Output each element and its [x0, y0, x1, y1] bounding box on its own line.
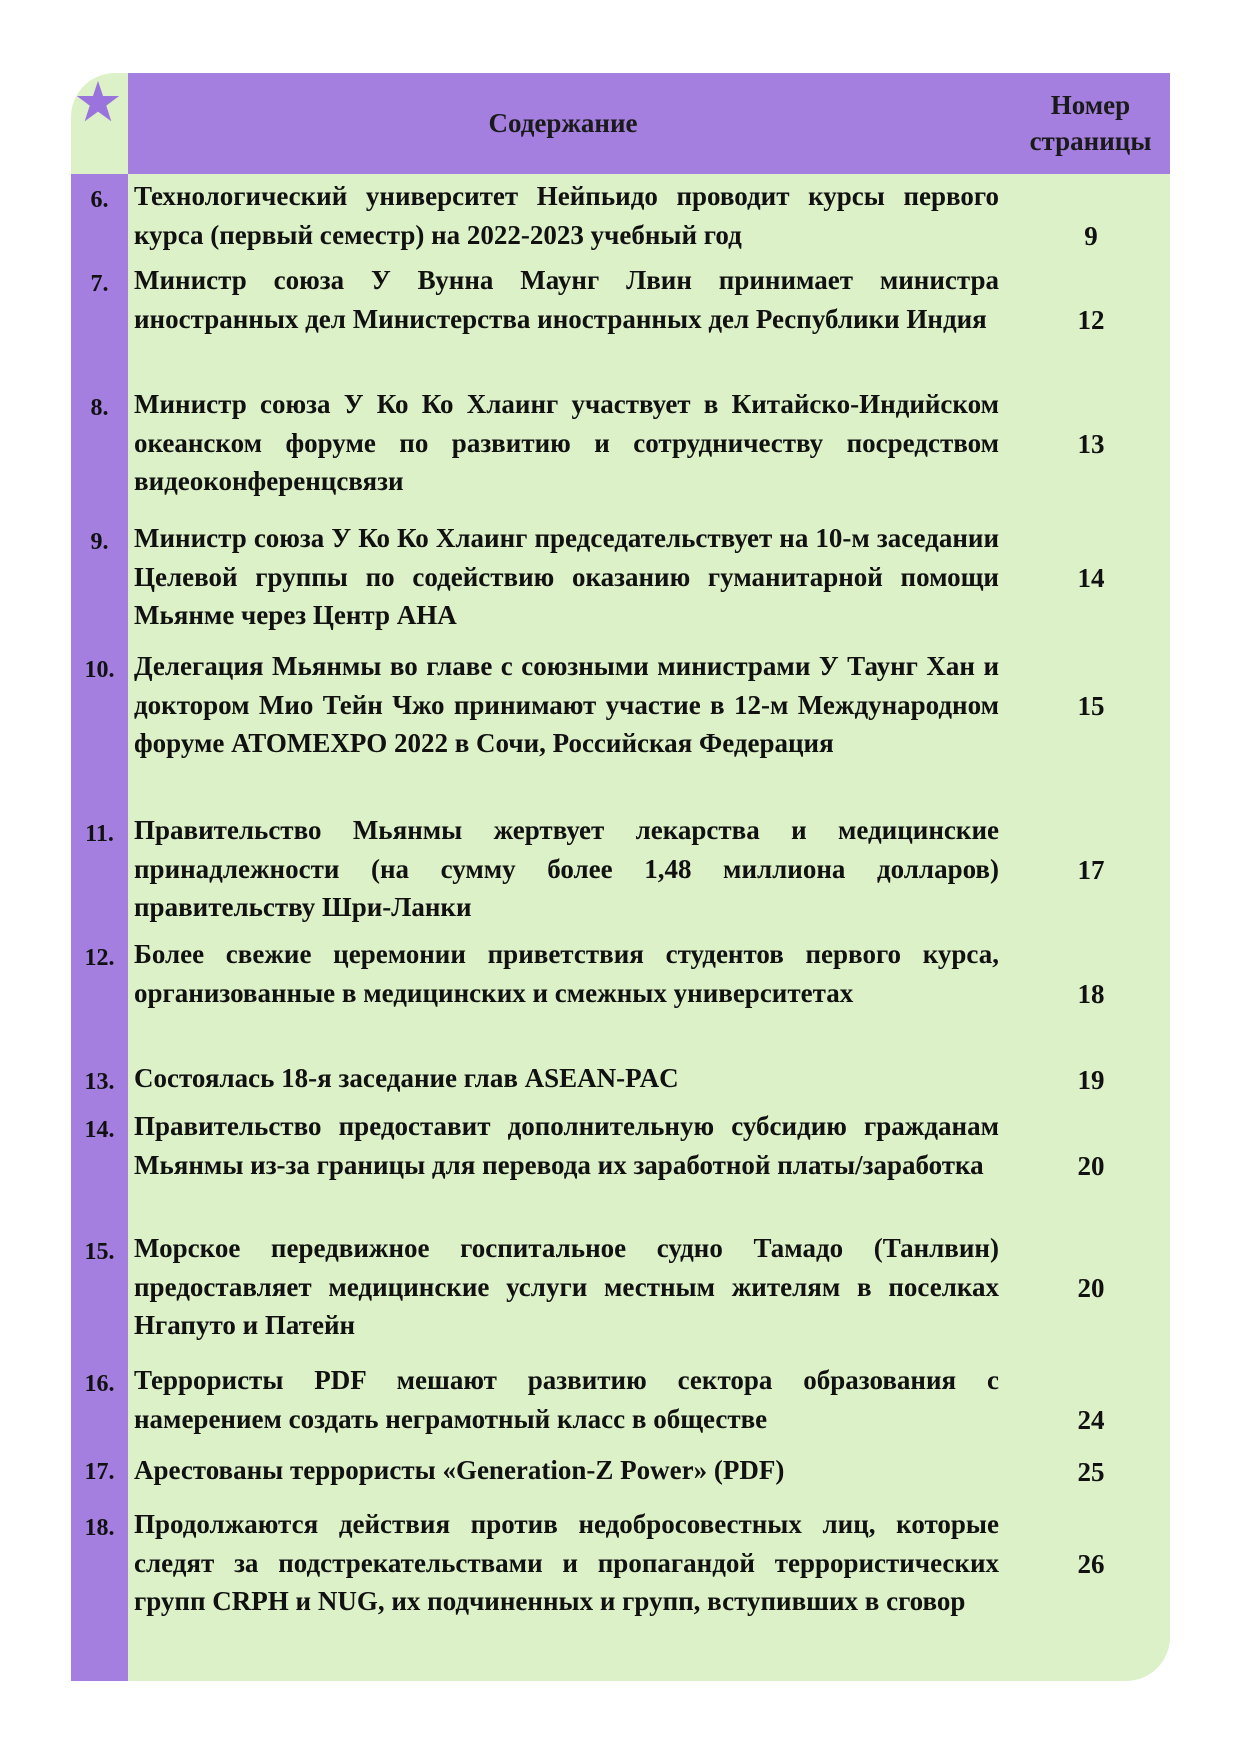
toc-entry-18	[71, 1505, 1170, 1661]
entry-title: Арестованы террористы «Generation-Z Power» (PDF)	[134, 1455, 785, 1485]
entry-number: 14.	[84, 1117, 115, 1143]
entry-page-number: 26	[1077, 1549, 1105, 1579]
entry-page-number: 20	[1077, 1273, 1105, 1303]
entry-page-number: 24	[1077, 1405, 1105, 1435]
toc-entry-13	[71, 1059, 1170, 1103]
entry-number: 18.	[84, 1515, 115, 1541]
entry-page-number: 25	[1077, 1457, 1105, 1487]
toc-entry-16	[71, 1361, 1170, 1441]
entry-number: 10.	[84, 657, 115, 683]
contents-heading: Содержание	[488, 108, 638, 138]
toc-entry-17	[71, 1451, 1170, 1495]
entry-title: Министр союза У Ко Ко Хлаинг участвует в Китайско-Индийском океанском форуме по развитию и сотрудничеству посредством видеоконференцсвязи	[134, 389, 999, 496]
toc-entry-11	[71, 811, 1170, 929]
entry-page-number: 15	[1077, 691, 1105, 721]
toc-entry-7	[71, 261, 1170, 379]
entry-title: Морское передвижное госпитальное судно Тамадо (Танлвин) предоставляет медицинские услуги местным жителям в поселках Нгапуто и Патейн	[134, 1233, 999, 1340]
entry-title: Правительство Мьянмы жертвует лекарства и медицинские принадлежности (на сумму более 1,48 миллиона долларов) правительству Шри-Ланки	[134, 815, 999, 922]
entry-page-number: 12	[1077, 305, 1105, 335]
star-icon	[75, 79, 121, 125]
entry-page-number: 17	[1077, 855, 1105, 885]
toc-entry-10	[71, 647, 1170, 803]
entry-title: Министр союза У Вунна Маунг Лвин принимает министра иностранных дел Министерства иностранных дел Республики Индия	[134, 265, 999, 334]
toc-entry-8	[71, 385, 1170, 503]
entry-page-number: 18	[1077, 979, 1105, 1009]
entry-title: Технологический университет Нейпьидо проводит курсы первого курса (первый семестр) на 2022-2023 учебный год	[134, 181, 999, 250]
entry-number: 16.	[84, 1371, 115, 1397]
entry-title: Министр союза У Ко Ко Хлаинг председательствует на 10-м заседании Целевой группы по содействию оказанию гуманитарной помощи Мьянме через Центр AHA	[134, 523, 999, 630]
entry-page-number: 9	[1084, 221, 1098, 251]
toc-entry-12	[71, 935, 1170, 1053]
entry-number: 17.	[84, 1459, 115, 1485]
toc-entry-15	[71, 1229, 1170, 1347]
entry-page-number: 19	[1077, 1065, 1105, 1095]
entry-number: 8.	[90, 395, 109, 421]
page-number-heading	[1011, 87, 1170, 159]
entry-number: 6.	[90, 187, 109, 213]
entry-title: Более свежие церемонии приветствия студентов первого курса, организованные в медицинских и смежных университетах	[134, 939, 999, 1008]
entry-title: Террористы PDF мешают развитию сектора образования с намерением создать неграмотный класс в обществе	[134, 1365, 999, 1434]
entry-page-number: 13	[1077, 429, 1105, 459]
entry-page-number: 14	[1077, 563, 1105, 593]
entry-title: Продолжаются действия против недобросовестных лиц, которые следят за подстрекательствами и пропагандой террористических групп CRPH и NUG, их подчиненных и групп, вступивших в сговор	[134, 1509, 999, 1616]
toc-entry-6	[71, 177, 1170, 257]
entry-number: 15.	[84, 1239, 115, 1265]
page-number-heading-line1: Номер	[1050, 90, 1131, 120]
entry-number: 13.	[84, 1069, 115, 1095]
toc-entry-9	[71, 519, 1170, 637]
entry-page-number: 20	[1077, 1151, 1105, 1181]
entry-number: 12.	[84, 945, 115, 971]
entry-title: Делегация Мьянмы во главе с союзными министрами У Таунг Хан и доктором Мио Тейн Чжо принимают участие в 12-м Международном форуме АТОМЕХРО 2022 в Сочи, Российская Федерация	[134, 651, 999, 758]
table-of-contents	[71, 73, 1170, 1681]
entry-title: Состоялась 18-я заседание глав ASEAN-PAC	[134, 1063, 679, 1093]
entry-number: 7.	[90, 271, 109, 297]
entry-title: Правительство предоставит дополнительную субсидию гражданам Мьянмы из-за границы для перевода их заработной платы/заработка	[134, 1111, 999, 1180]
page-number-heading-line2: страницы	[1029, 126, 1152, 156]
entry-number: 11.	[85, 821, 114, 847]
toc-entry-14	[71, 1107, 1170, 1225]
entry-number: 9.	[90, 529, 109, 555]
